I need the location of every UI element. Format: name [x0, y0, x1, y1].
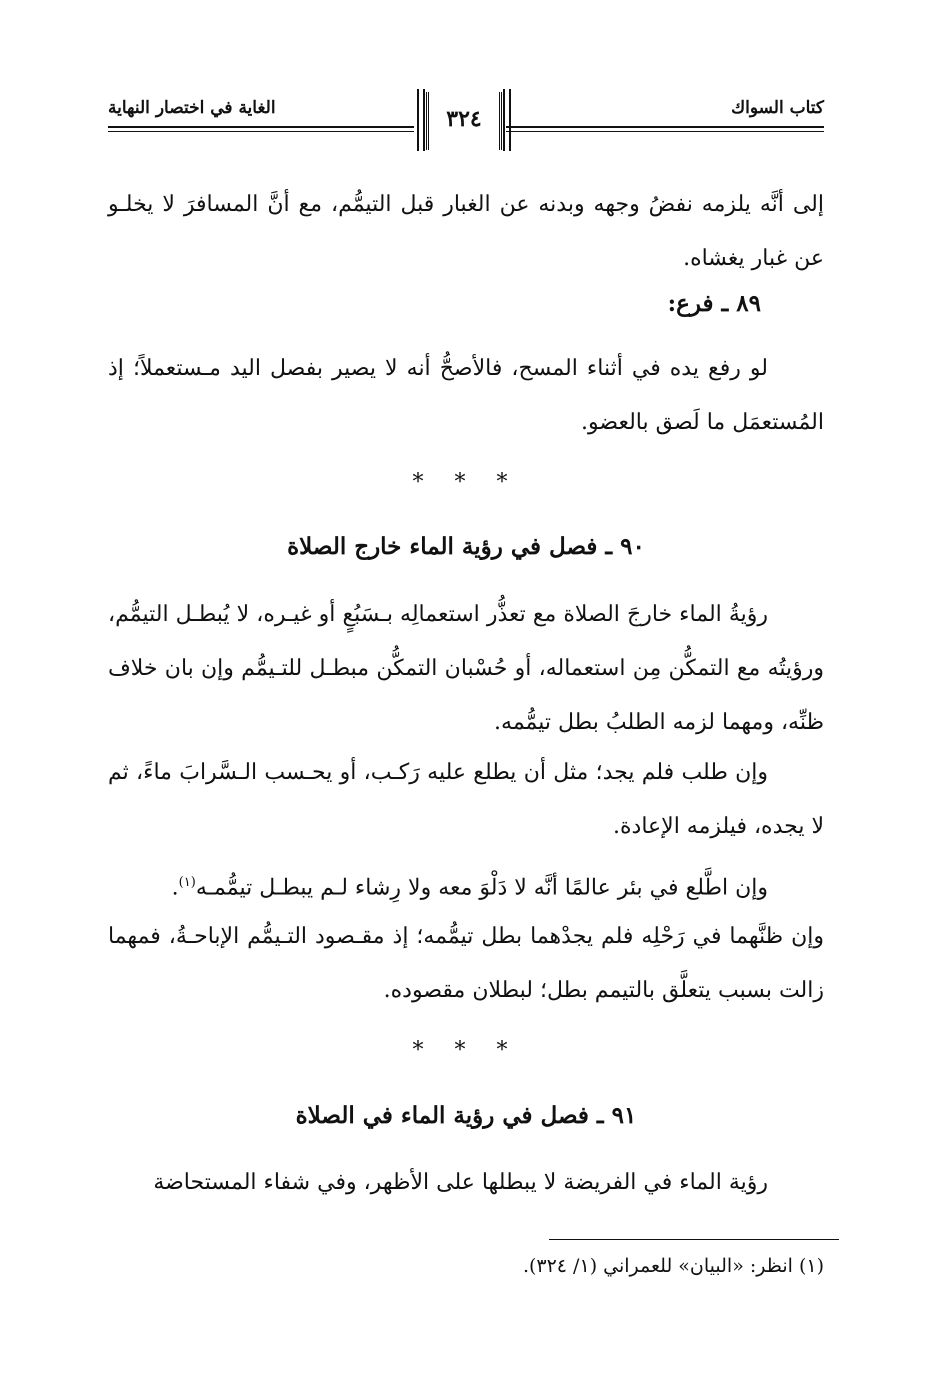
running-title: الغاية في اختصار النهاية	[108, 98, 276, 118]
section-heading-91: ٩١ ـ فصل في رؤية الماء في الصلاة	[295, 1102, 637, 1129]
paragraph-89: لو رفع يده في أثناء المسح، فالأصحُّ أنه لا يصير بفصل اليد مـستعملاً؛ إذ المُستعمَل ما لَصق بالعضو.	[108, 356, 824, 435]
paragraph-90-1: رؤيةُ الماء خارجَ الصلاة مع تعذُّر استعمالِه بـسَبُعٍ أو غيـره، لا يُبطـل التيمُّم، ورؤيتُه مع التمكُّن مِن استعماله، أو حُسْبان التمكُّن مبطـل للتـيمُّم وإن بان خلاف ظنِّه، ومهما لزمه الطلبُ بطل تيمُّمه.	[108, 602, 824, 735]
paragraph-90-3	[108, 856, 824, 915]
section-heading-90: ٩٠ ـ فصل في رؤية الماء خارج الصلاة	[287, 533, 645, 560]
paragraph-90-3-text: وإن اطَّلع في بئر عالمًا أنَّه لا دَلْوَ معه ولا رِشاء لـم يبطـل تيمُّمـه	[195, 875, 768, 901]
paragraph-continuation: إلى أنَّه يلزمه نفضُ وجهه وبدنه عن الغبار قبل التيمُّم، مع أنَّ المسافرَ لا يخلـو عن غبار يغشاه.	[108, 192, 824, 271]
footnote-reference: (١)	[178, 875, 196, 890]
section-separator: * * *	[412, 470, 520, 495]
section-heading-89: ٨٩ ـ فرع:	[667, 290, 761, 317]
page-number: ٣٢٤	[446, 106, 482, 132]
header-rule-left-thin	[108, 131, 414, 132]
paragraph-90-4: وإن ظنَّهما في رَحْلِه فلم يجدْهما بطل تيمُّمه؛ إذ مقـصود التـيمُّم الإباحـةُ، فمهما زالت بسبب يتعلَّق بالتيمم بطل؛ لبطلان مقصوده.	[108, 924, 824, 1003]
footnote-separator	[549, 1239, 839, 1240]
paragraph-90-3-end: .	[171, 875, 179, 901]
section-separator-2: * * *	[412, 1038, 520, 1063]
header-rule-right-thin	[506, 131, 824, 132]
book-title: كتاب السواك	[731, 98, 824, 118]
running-header	[108, 92, 824, 152]
header-rule-left	[108, 126, 414, 128]
paragraph-90-2: وإن طلب فلم يجد؛ مثل أن يطلع عليه رَكـب، أو يحـسب الـسَّرابَ ماءً، ثم لا يجده، فيلزمه الإعادة.	[108, 760, 824, 839]
header-rule-right	[506, 126, 824, 128]
page-number-frame	[426, 92, 502, 150]
footnote: (١) انظر: «البيان» للعمراني (١/ ٣٢٤).	[522, 1255, 824, 1277]
paragraph-91-1: رؤية الماء في الفريضة لا يبطلها على الأظهر، وفي شفاء المستحاضة	[153, 1170, 768, 1195]
